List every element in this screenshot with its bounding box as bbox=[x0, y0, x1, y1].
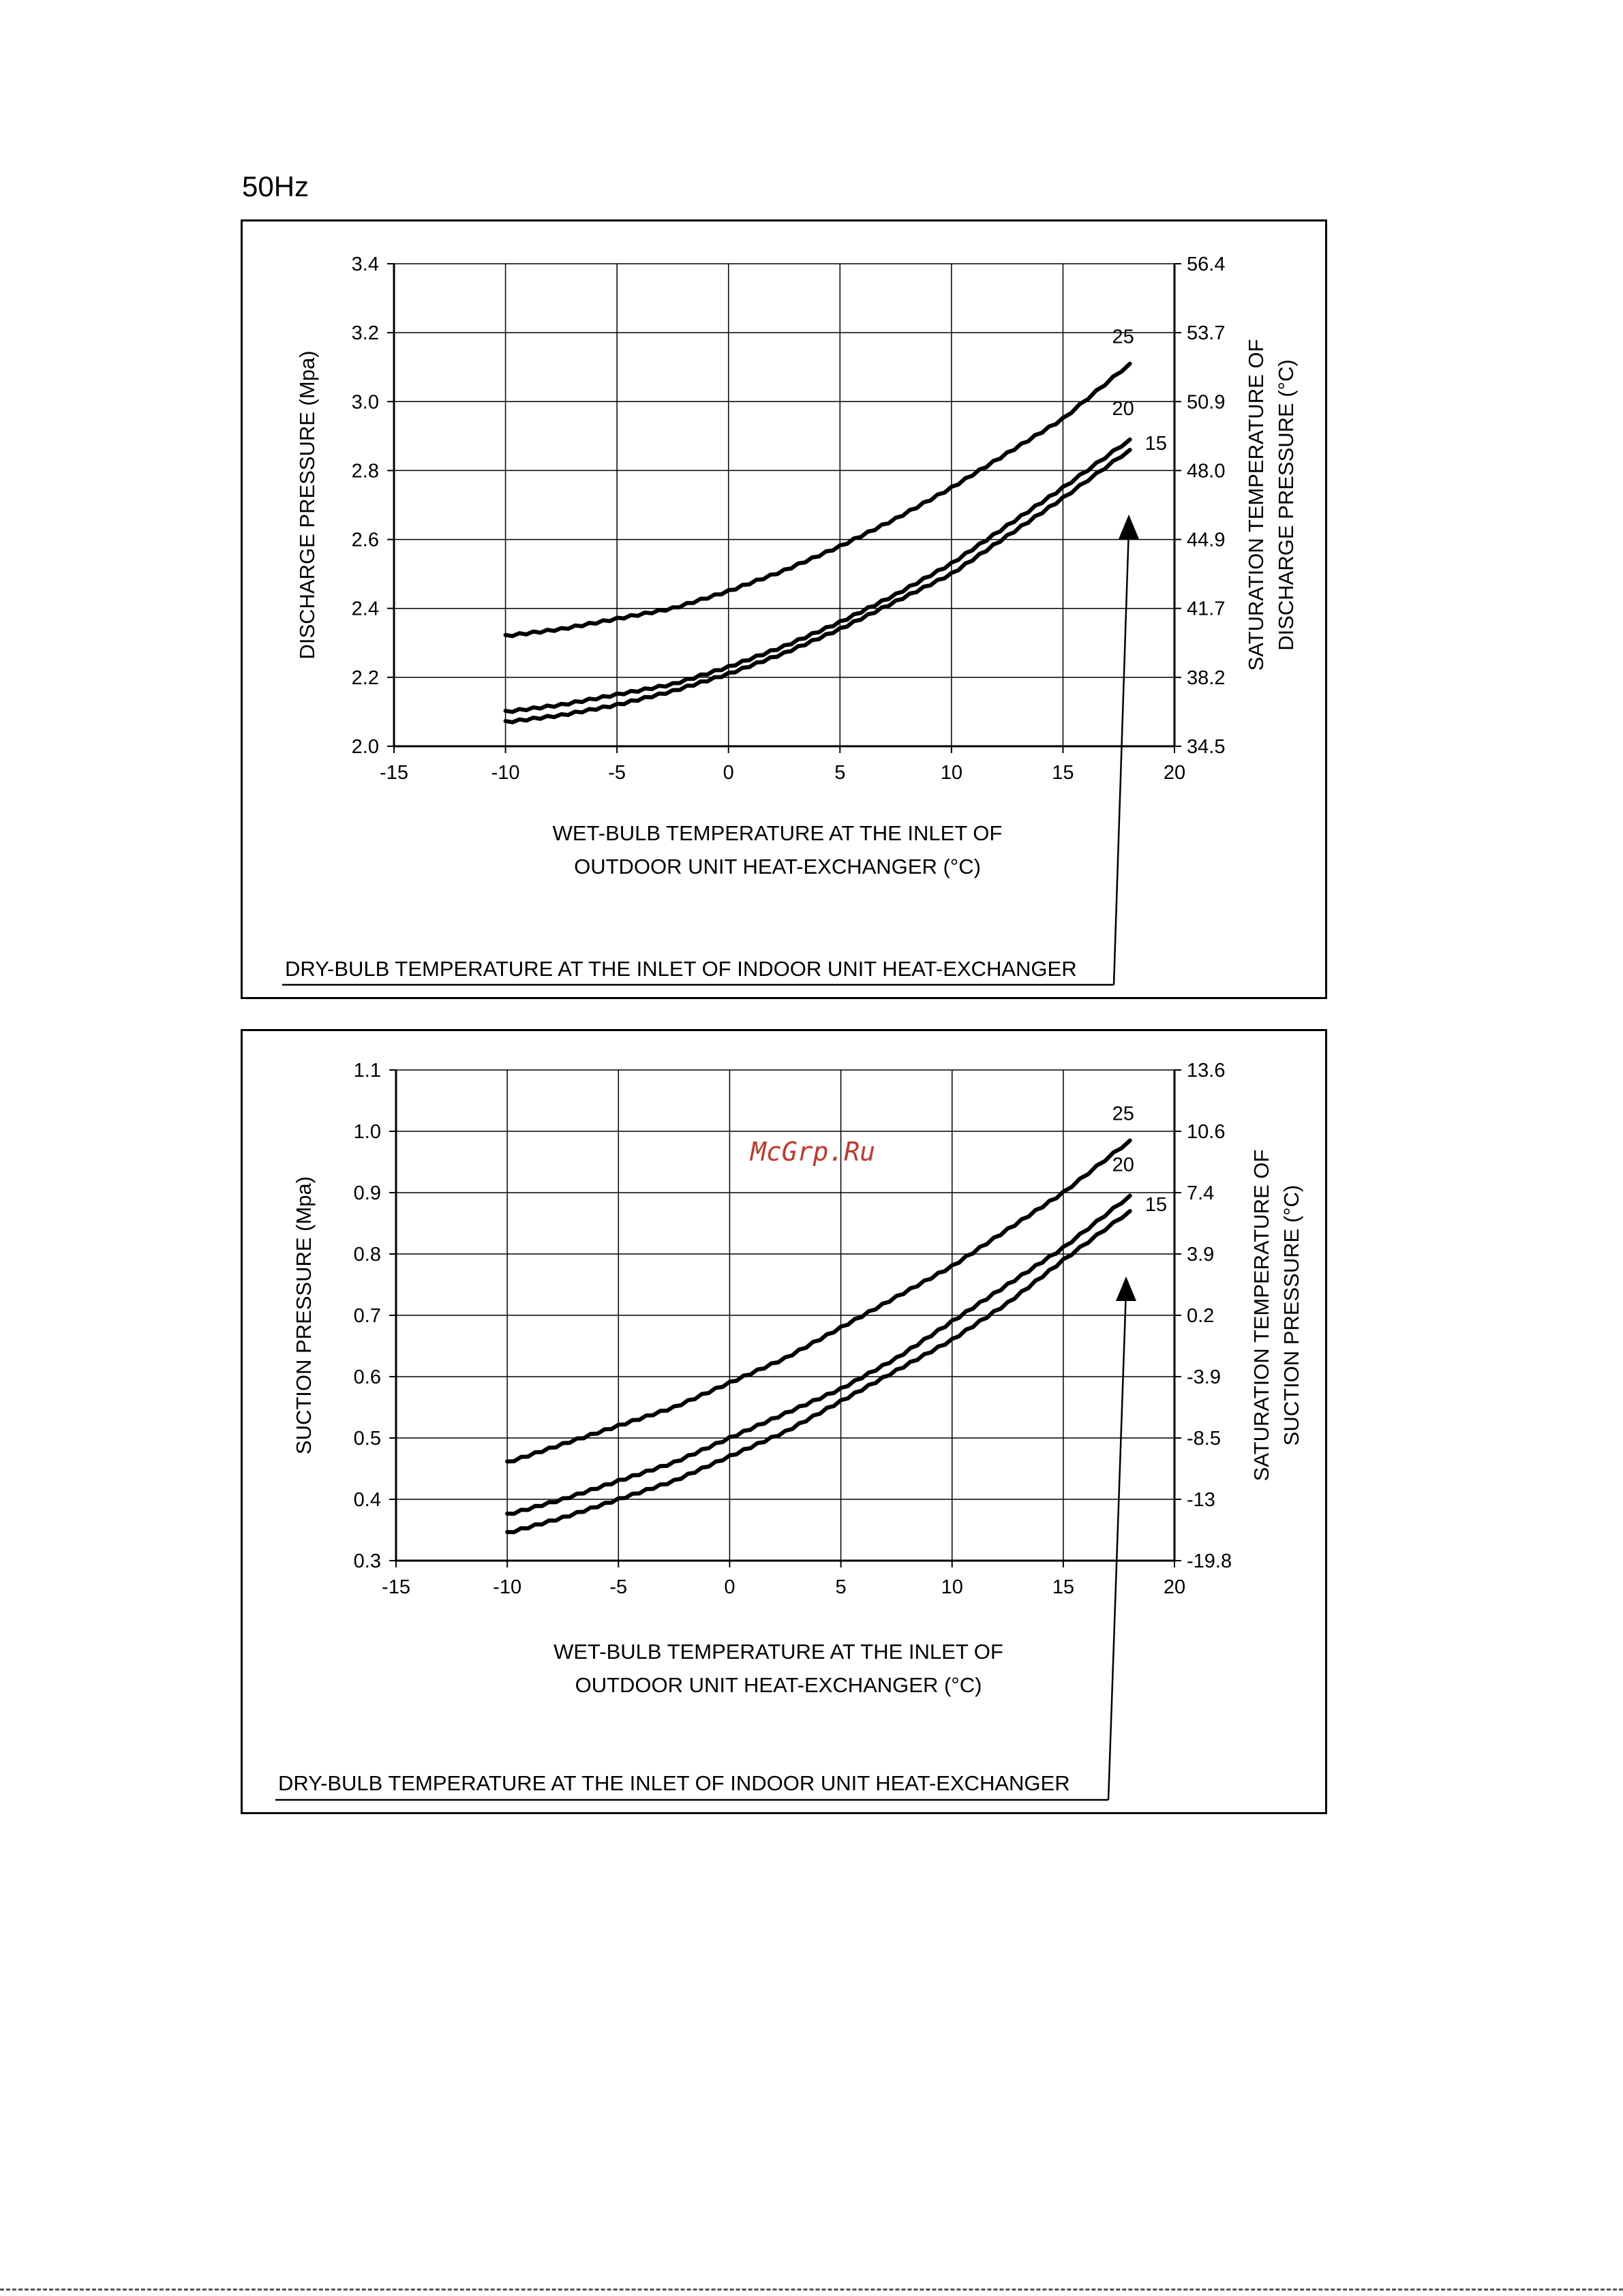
x-tick-label: 15 bbox=[1052, 1576, 1074, 1598]
x-tick-label: -15 bbox=[380, 762, 408, 784]
y-tick-label: 1.1 bbox=[353, 1060, 381, 1082]
y-tick-label: 0.4 bbox=[353, 1489, 381, 1511]
y2-tick-label: 53.7 bbox=[1187, 322, 1226, 345]
y2-tick-label: -19.8 bbox=[1187, 1550, 1232, 1572]
y-axis-title: DISCHARGE PRESSURE (Mpa) bbox=[295, 350, 319, 660]
note-arrowhead-icon bbox=[1119, 515, 1139, 539]
series-label-20: 20 bbox=[1112, 397, 1134, 420]
page-title: 50Hz bbox=[242, 170, 309, 202]
series-label-20: 20 bbox=[1112, 1154, 1134, 1176]
y2-tick-label: 38.2 bbox=[1187, 667, 1226, 689]
series-line-15 bbox=[506, 450, 1130, 722]
series-line-25 bbox=[506, 364, 1130, 637]
series-label-15: 15 bbox=[1144, 433, 1167, 455]
series-label-25: 25 bbox=[1112, 1103, 1134, 1125]
y2-tick-label: 3.9 bbox=[1187, 1244, 1215, 1266]
x-tick-label: 15 bbox=[1052, 762, 1074, 784]
y-tick-label: 0.7 bbox=[353, 1305, 381, 1327]
series-label-15: 15 bbox=[1144, 1194, 1168, 1216]
x-axis-title-line: OUTDOOR UNIT HEAT-EXCHANGER (°C) bbox=[575, 1673, 982, 1697]
x-tick-label: 10 bbox=[940, 762, 962, 784]
series-line-20 bbox=[506, 440, 1130, 712]
y-tick-label: 3.4 bbox=[351, 254, 379, 275]
y2-tick-label: 10.6 bbox=[1187, 1121, 1226, 1143]
y-tick-label: 2.2 bbox=[351, 667, 379, 689]
y-axis-title: SUCTION PRESSURE (Mpa) bbox=[292, 1176, 316, 1455]
y-tick-label: 3.2 bbox=[351, 322, 379, 345]
y2-tick-label: 50.9 bbox=[1187, 391, 1226, 414]
x-tick-label: 5 bbox=[835, 1576, 847, 1598]
series-line-20 bbox=[507, 1196, 1130, 1514]
y2-tick-label: 7.4 bbox=[1187, 1182, 1215, 1204]
x-tick-label: -10 bbox=[493, 1576, 522, 1598]
y2-tick-label: -8.5 bbox=[1187, 1428, 1221, 1450]
y2-tick-label: 44.9 bbox=[1187, 529, 1226, 551]
series-line-15 bbox=[507, 1211, 1130, 1532]
y2-tick-label: 41.7 bbox=[1187, 598, 1226, 620]
y-tick-label: 0.5 bbox=[353, 1428, 381, 1450]
x-tick-label: 5 bbox=[834, 762, 846, 784]
y2-tick-label: 48.0 bbox=[1187, 460, 1226, 483]
x-axis-title-line: OUTDOOR UNIT HEAT-EXCHANGER (°C) bbox=[574, 855, 981, 878]
y-tick-label: 0.6 bbox=[353, 1366, 381, 1388]
y-tick-label: 2.6 bbox=[351, 529, 379, 551]
x-tick-label: 0 bbox=[724, 1576, 735, 1598]
dry-bulb-note: DRY-BULB TEMPERATURE AT THE INLET OF INDOOR UNIT HEAT-EXCHANGER bbox=[285, 957, 1077, 981]
suction-chart-svg bbox=[243, 1031, 1325, 1812]
y2-tick-label: -13 bbox=[1187, 1489, 1215, 1511]
y-tick-label: 0.3 bbox=[353, 1550, 381, 1572]
x-tick-label: -10 bbox=[491, 762, 520, 784]
discharge-chart-svg bbox=[243, 221, 1325, 997]
x-tick-label: -5 bbox=[609, 1576, 628, 1598]
y2-tick-label: 56.4 bbox=[1187, 254, 1226, 275]
x-tick-label: -15 bbox=[382, 1576, 410, 1598]
x-tick-label: 20 bbox=[1163, 762, 1186, 784]
y-tick-label: 2.0 bbox=[351, 736, 379, 758]
x-axis-title-line: WET-BULB TEMPERATURE AT THE INLET OF bbox=[552, 821, 1003, 845]
x-tick-label: -5 bbox=[608, 762, 626, 784]
y-tick-label: 2.8 bbox=[351, 460, 379, 483]
x-tick-label: 0 bbox=[723, 762, 734, 784]
discharge-pressure-chart bbox=[241, 219, 1327, 999]
watermark-text: McGrp.Ru bbox=[750, 1137, 876, 1167]
y2-tick-label: 34.5 bbox=[1187, 736, 1226, 758]
y-tick-label: 2.4 bbox=[351, 598, 379, 620]
y2-tick-label: -3.9 bbox=[1187, 1366, 1221, 1388]
y-tick-label: 1.0 bbox=[353, 1121, 381, 1143]
y-tick-label: 0.9 bbox=[353, 1182, 381, 1204]
x-tick-label: 10 bbox=[941, 1576, 963, 1598]
y2-axis-title-line: SATURATION TEMPERATURE OF bbox=[1244, 339, 1268, 671]
y2-tick-label: 0.2 bbox=[1187, 1305, 1215, 1327]
suction-pressure-chart bbox=[241, 1029, 1327, 1814]
y2-axis-title-line: DISCHARGE PRESSURE (°C) bbox=[1274, 359, 1298, 651]
y-tick-label: 3.0 bbox=[351, 391, 379, 414]
page-footer-rule bbox=[0, 2289, 1623, 2291]
y2-axis-title-line: SUCTION PRESSURE (°C) bbox=[1279, 1184, 1303, 1446]
x-tick-label: 20 bbox=[1163, 1576, 1186, 1598]
y2-axis-title-line: SATURATION TEMPERATURE OF bbox=[1249, 1149, 1273, 1482]
dry-bulb-note: DRY-BULB TEMPERATURE AT THE INLET OF INDOOR UNIT HEAT-EXCHANGER bbox=[278, 1771, 1070, 1795]
y2-tick-label: 13.6 bbox=[1187, 1060, 1226, 1082]
note-leader-line bbox=[1114, 528, 1129, 985]
y-tick-label: 0.8 bbox=[353, 1244, 381, 1266]
note-arrowhead-icon bbox=[1116, 1276, 1136, 1301]
note-leader-line bbox=[1108, 1290, 1126, 1800]
series-label-25: 25 bbox=[1112, 326, 1134, 348]
x-axis-title-line: WET-BULB TEMPERATURE AT THE INLET OF bbox=[553, 1640, 1003, 1664]
